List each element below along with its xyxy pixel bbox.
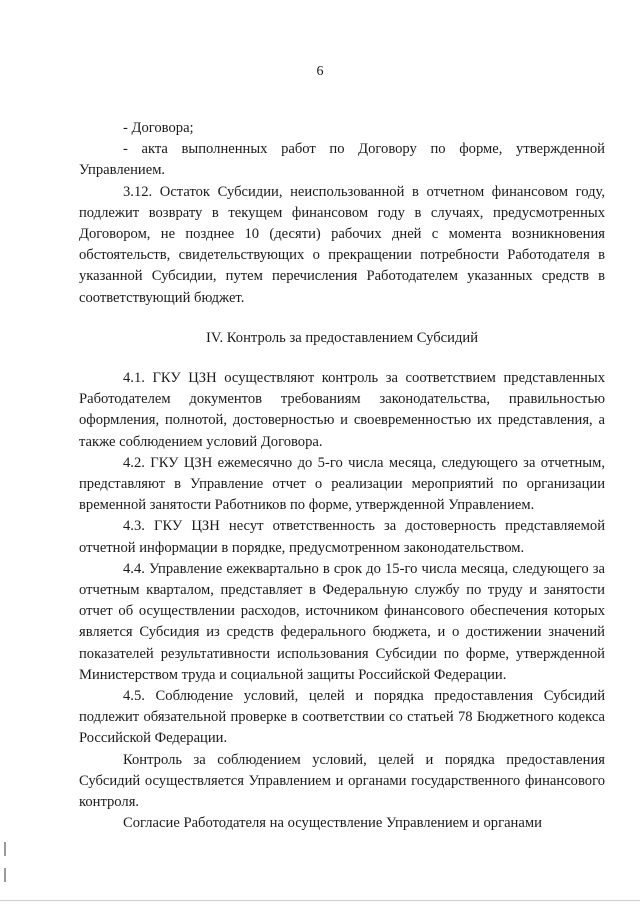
- scan-edge-mark: [4, 868, 6, 882]
- clause-4-4: 4.4. Управление ежеквартально в срок до 15-го числа месяца, следующего за отчетным кварталом, представляет в Федеральную службу по труду и занятости отчет об осуществлении расходов, источником финансового обеспечения которых является Субсидия из средств федерального бюджета, и о достижении значений показателей результативности использования Субсидии по форме, утвержденной Министерством труда и социальной защиты Российской Федерации.: [79, 560, 605, 683]
- clause-4-5: 4.5. Соблюдение условий, целей и порядка предоставления Субсидий подлежит обязательной проверке в соответствии со статьей 78 Бюджетного кодекса Российской Федерации.: [79, 688, 605, 747]
- clause-3-12: 3.12. Остаток Субсидии, неиспользованной в отчетном финансовом году, подлежит возврату в текущем финансовом году в случаях, предусмотренных Договором, не позднее 10 (десяти) рабочих дней с момента возникновения обстоятельств, свидетельствующих о прекращении потребности Работодателя в указанной Субсидии, путем перечисления Работодателем указанных средств в соответствующий бюджет.: [79, 183, 605, 306]
- list-item-act: - акта выполненных работ по Договору по форме, утвержденной Управлением.: [79, 141, 605, 179]
- paragraph-consent: Согласие Работодателя на осуществление Управлением и органами: [123, 815, 542, 832]
- clause-4-3: 4.3. ГКУ ЦЗН несут ответственность за достоверность представляемой отчетной информации в порядке, предусмотренном законодательством.: [79, 518, 605, 556]
- scan-edge-mark: [4, 842, 6, 856]
- page-number: 6: [316, 64, 324, 79]
- section-heading: IV. Контроль за предоставлением Субсидий: [205, 329, 479, 346]
- list-item-contract: - Договора;: [123, 120, 194, 136]
- document-body: [79, 118, 605, 835]
- clause-4-1: 4.1. ГКУ ЦЗН осуществляют контроль за соответствием представленных Работодателем документов требованиям законодательства, правильностью оформления, полнотой, достоверностью и своевременностью их представления, а также соблюдением условий Договора.: [79, 370, 605, 450]
- scan-bottom-edge: [0, 900, 640, 901]
- paragraph-control: Контроль за соблюдением условий, целей и порядка предоставления Субсидий осуществляется Управлением и органами государственного финансового контроля.: [79, 751, 605, 811]
- clause-4-2: 4.2. ГКУ ЦЗН ежемесячно до 5-го числа месяца, следующего за отчетным, представляют в Управление отчет о реализации мероприятий по организации временной занятости Работников по форме, утвержденной Управлением.: [79, 454, 605, 514]
